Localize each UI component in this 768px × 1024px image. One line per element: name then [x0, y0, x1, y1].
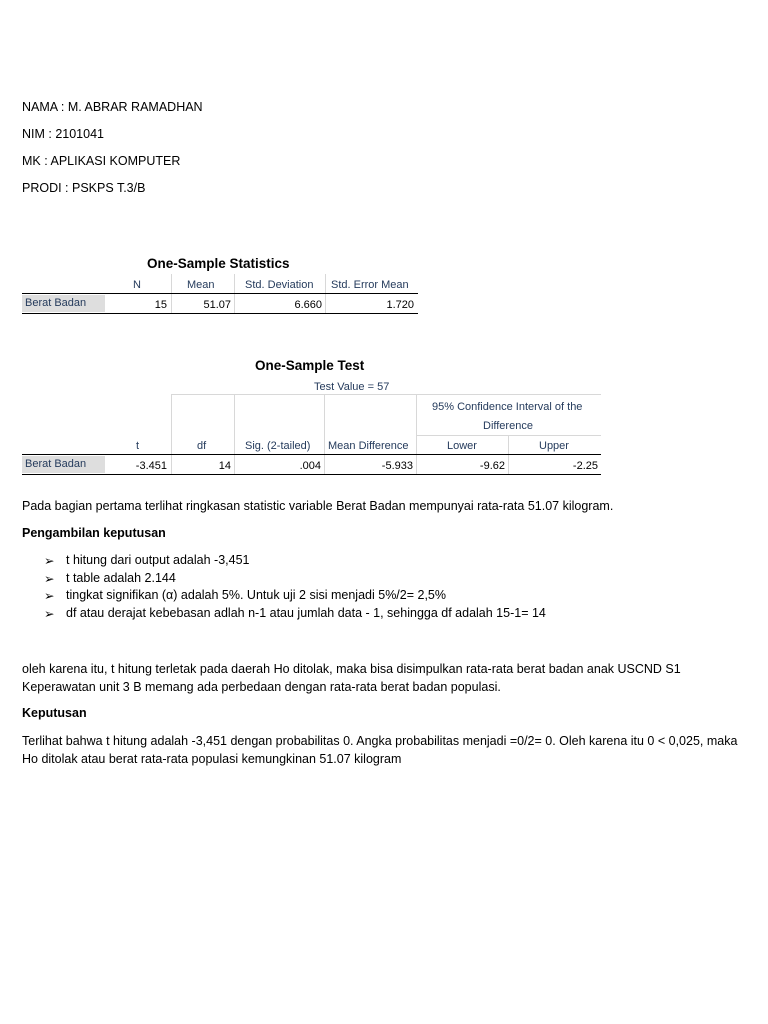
ci-header-line2: Difference: [483, 420, 533, 432]
test-col-mean-diff: Mean Difference: [328, 440, 409, 452]
list-item: ➢ df atau derajat kebebasan adlah n-1 atau jumlah data - 1, sehingga df adalah 15-1= 14: [44, 605, 546, 621]
test-bottom-rule: [22, 474, 601, 475]
student-nim: NIM : 2101041: [22, 127, 104, 141]
stats-header-rule: [22, 293, 418, 294]
course-name: MK : APLIKASI KOMPUTER: [22, 154, 181, 168]
arrow-bullet-icon: ➢: [44, 571, 55, 586]
test-col-t: t: [136, 440, 140, 452]
conclusion-paragraph: oleh karena itu, t hitung terletak pada daerah Ho ditolak, maka bisa disimpulkan rata-rata berat badan anak USCND S1 Keperawatan unit 3 B memang ada perbedaan dengan rata-rata berat badan populasi.: [22, 662, 681, 694]
test-cell-t: -3.451: [135, 460, 167, 472]
keputusan-paragraph: Terlihat bahwa t hitung adalah -3,451 dengan probabilitas 0. Angka probabilitas menjadi =0/2= 0. Oleh karena itu 0 < 0,025, maka Ho ditolak atau berat rata-rata populasi kemungkinan 51.07 kilogram: [22, 734, 738, 766]
decision-heading: Pengambilan keputusan: [22, 526, 166, 540]
stats-table-title: One-Sample Statistics: [147, 256, 290, 271]
stats-cell-std-dev: 6.660: [294, 299, 322, 311]
test-cell-mean-diff: -5.933: [381, 460, 413, 472]
test-cell-sig: .004: [299, 460, 321, 472]
test-row-label: Berat Badan: [22, 456, 105, 473]
test-cell-upper: -2.25: [572, 460, 598, 472]
test-cell-lower: -9.62: [479, 460, 505, 472]
list-item: ➢ t hitung dari output adalah -3,451: [44, 553, 250, 568]
stats-row-label: Berat Badan: [22, 295, 105, 312]
summary-paragraph: Pada bagian pertama terlihat ringkasan statistic variable Berat Badan mempunyai rata-rata 51.07 kilogram.: [22, 499, 614, 513]
keputusan-heading: Keputusan: [22, 706, 87, 720]
test-table-title: One-Sample Test: [255, 358, 365, 373]
test-col-sig: Sig. (2-tailed): [245, 440, 311, 452]
stats-cell-std-err: 1.720: [386, 299, 414, 311]
stats-col-n: N: [133, 279, 141, 291]
test-value-rule: [171, 394, 601, 395]
list-item: ➢ tingkat signifikan (α) adalah 5%. Untuk uji 2 sisi menjadi 5%/2= 2,5%: [44, 588, 446, 603]
study-program: PRODI : PSKPS T.3/B: [22, 181, 146, 195]
test-col-lower: Lower: [447, 440, 477, 452]
arrow-bullet-icon: ➢: [44, 606, 55, 621]
stats-col-std-err: Std. Error Mean: [331, 279, 409, 291]
arrow-bullet-icon: ➢: [44, 589, 55, 603]
test-cell-df: 14: [218, 460, 231, 472]
test-col-df: df: [197, 440, 207, 452]
test-value-label: Test Value = 57: [314, 381, 390, 393]
test-col-upper: Upper: [539, 440, 569, 452]
test-header-rule: [22, 454, 601, 455]
ci-subheader-rule: [416, 435, 601, 436]
stats-cell-mean: 51.07: [203, 299, 231, 311]
list-item: ➢ t table adalah 2.144: [44, 570, 176, 586]
stats-col-std-dev: Std. Deviation: [245, 279, 314, 291]
stats-col-mean: Mean: [187, 279, 215, 291]
arrow-bullet-icon: ➢: [44, 554, 55, 568]
ci-header-line1: 95% Confidence Interval of the: [432, 401, 583, 413]
decision-bullet-list: [44, 553, 546, 623]
stats-bottom-rule: [22, 313, 418, 314]
student-name: NAMA : M. ABRAR RAMADHAN: [22, 100, 203, 114]
stats-cell-n: 15: [154, 299, 167, 311]
